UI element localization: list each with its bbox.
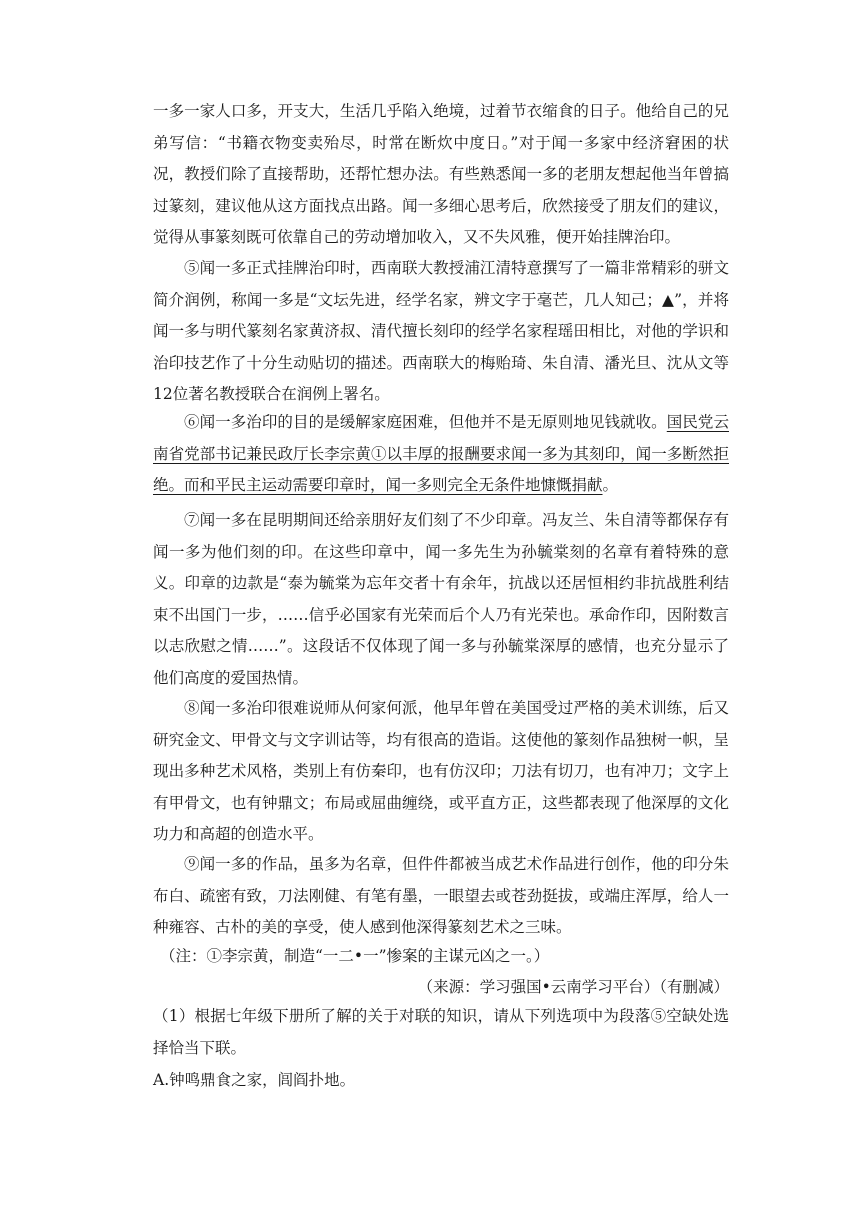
paragraph-5: ⑤闻一多正式挂牌治印时，西南联大教授浦江清特意撰写了一篇非常精彩的骈文简介润例，称闻一多是“文坛先进，经学名家，辨文字于毫芒，几人知己；▲”，并将闻一多与明代篆刻名家黄济叔、清代擅长刻印的经学名家程瑶田相比，对他的学识和治印技艺作了十分生动贴切的描述。西南联大的梅贻琦、朱自清、潘光旦、沈从文等12位著名教授联合在润例上署名。 [153,259,729,403]
paragraph-6-end: 。 [602,476,619,494]
question-1: （1）根据七年级下册所了解的关于对联的知识，请从下列选项中为段落⑤空缺处选择恰当下联。 [153,1007,729,1057]
paragraph-9: ⑨闻一多的作品，虽多为名章，但件件都被当成艺术作品进行创作，他的印分朱布白、疏密有致，刀法刚健、有笔有墨，一眼望去或苍劲挺拔，或端庄浑厚，给人一种雍容、古朴的美的享受，使人感到他深得篆刻艺术之三味。 [153,855,729,936]
option-a: A.钟鸣鼎食之家，闾阎扑地。 [153,1071,356,1089]
footnote: （注：①李宗黄，制造“一二•一”惨案的主谋元凶之一。） [160,947,550,965]
paragraph-4-continued: 一多一家人口多，开支大，生活几乎陷入绝境，过着节衣缩食的日子。他给自己的兄弟写信：“书籍衣物变卖殆尽，时常在断炊中度日。”对于闻一多家中经济窘困的状况，教授们除了直接帮助，还帮忙想办法。有些熟悉闻一多的老朋友想起他当年曾搞过篆刻，建议他从这方面找点出路。闻一多细心思考后，欣然接受了朋友们的建议，觉得从事篆刻既可依靠自己的劳动增加收入，又不失风雅，便开始挂牌治印。 [153,102,729,246]
source-line: （来源：学习强国•云南学习平台）（有删减） [417,978,729,996]
paragraph-7: ⑦闻一多在昆明期间还给亲朋好友们刻了不少印章。冯友兰、朱自清等都保存有闻一多为他们刻的印。在这些印章中，闻一多先生为孙毓棠刻的名章有着特殊的意义。印章的边款是“泰为毓棠为忘年交者十有余年，抗战以还居恒相约非抗战胜利结束不出国门一步，……信乎必国家有光荣而后个人乃有光荣也。承命作印，因附数言以志欣慰之情……”。这段话不仅体现了闻一多与孙毓棠深厚的感情，也充分显示了他们高度的爱国热情。 [153,511,729,687]
paragraph-6-text: ⑥闻一多治印的目的是缓解家庭困难，但他并不是无原则地见钱就收。 [184,413,667,431]
paragraph-6-underlined: 国民党云南省党部书记兼民政厅长李宗黄①以丰厚的报酬要求闻一多为其刻印，闻一多断然拒绝。而和平民主运动需要印章时，闻一多则完全无条件地慷慨捐献 [153,413,729,494]
paragraph-6 [153,407,729,502]
paragraph-8: ⑧闻一多治印很难说师从何家何派，他早年曾在美国受过严格的美术训练，后又研究金文、甲骨文与文字训诂等，均有很高的造诣。这使他的篆刻作品独树一帜，呈现出多种艺术风格，类别上有仿秦印，也有仿汉印；刀法有切刀，也有冲刀；文字上有甲骨文，也有钟鼎文；布局或屈曲缠绕，或平直方正，这些都表现了他深厚的文化功力和高超的创造水平。 [153,699,729,843]
